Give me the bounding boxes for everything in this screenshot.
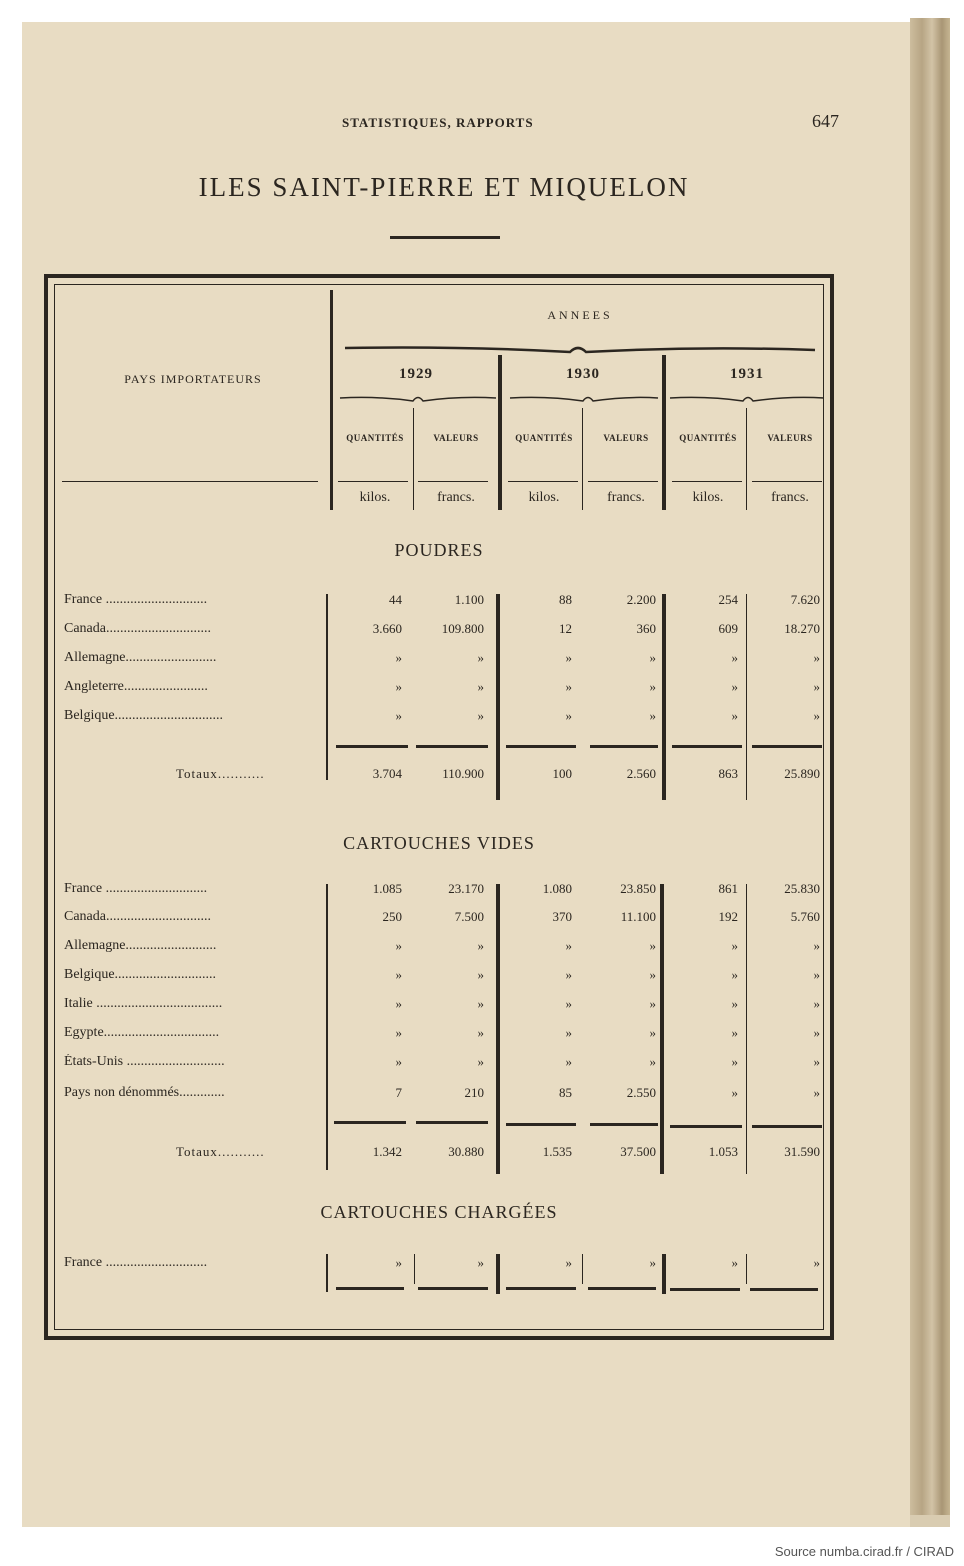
cell-value: » — [477, 679, 484, 694]
quantities-header-1930: QUANTITÉS — [515, 433, 573, 443]
quantities-header-1931: QUANTITÉS — [679, 433, 737, 443]
cell-value: » — [477, 938, 484, 953]
country-name: Allemagne.......................... — [64, 938, 217, 953]
header-divider — [413, 408, 414, 510]
cell-value: 2.200 — [626, 592, 656, 607]
country-name: France ............................. — [64, 592, 208, 607]
cell-value: » — [395, 967, 402, 982]
table-row — [54, 1054, 824, 1078]
total-rule — [590, 1123, 658, 1126]
unit-francs-1931: francs. — [771, 490, 809, 505]
cell-value: » — [649, 679, 656, 694]
cell-value: » — [649, 1255, 656, 1270]
cell-value: » — [731, 967, 738, 982]
total-rule — [672, 745, 742, 748]
header-rule — [752, 481, 822, 482]
total-value: 100 — [552, 766, 572, 781]
totals-label: Totaux........... — [176, 766, 265, 781]
total-value: 37.500 — [620, 1144, 656, 1159]
cell-value: » — [649, 650, 656, 665]
header-divider — [582, 408, 583, 510]
cell-value: 360 — [636, 621, 656, 636]
cell-value: » — [477, 996, 484, 1011]
cell-value: » — [813, 967, 820, 982]
cell-value: » — [477, 1255, 484, 1270]
country-name: Italie .................................... — [64, 996, 223, 1011]
total-rule — [416, 745, 488, 748]
running-title: STATISTIQUES, RAPPORTS — [342, 115, 534, 130]
cell-value: 210 — [464, 1085, 484, 1100]
bottom-rule — [336, 1287, 404, 1290]
cell-value: » — [813, 679, 820, 694]
cell-value: » — [731, 679, 738, 694]
cell-value: 3.660 — [372, 621, 402, 636]
cell-value: » — [731, 650, 738, 665]
cell-value: 88 — [559, 592, 572, 607]
cell-value: 5.760 — [790, 909, 820, 924]
years-brace — [340, 340, 820, 360]
cell-value: » — [731, 938, 738, 953]
cell-value: 85 — [559, 1085, 572, 1100]
source-credit: Source numba.cirad.fr / CIRAD — [774, 1544, 954, 1559]
cell-value: » — [813, 1025, 820, 1040]
values-header-1930: VALEURS — [603, 433, 649, 443]
cell-value: » — [731, 708, 738, 723]
cell-value: » — [565, 938, 572, 953]
table-row — [54, 996, 824, 1020]
country-name: États-Unis ............................ — [64, 1054, 225, 1069]
country-name: Belgique............................... — [64, 708, 224, 723]
cell-value: » — [731, 1054, 738, 1069]
cell-value: » — [477, 650, 484, 665]
total-rule — [752, 1125, 822, 1128]
cell-value: 192 — [718, 909, 738, 924]
bottom-rule — [670, 1288, 740, 1291]
section-title-cartouches-chargees: CARTOUCHES CHARGÉES — [320, 1202, 558, 1222]
total-rule — [334, 1121, 406, 1124]
year-1931: 1931 — [730, 366, 764, 382]
values-header-1931: VALEURS — [767, 433, 813, 443]
header-divider — [746, 408, 747, 510]
cell-value: 1.080 — [542, 881, 572, 896]
cell-value: » — [731, 1025, 738, 1040]
cell-value: 109.800 — [441, 621, 484, 636]
country-name: Egypte................................. — [64, 1025, 220, 1040]
cell-value: » — [477, 708, 484, 723]
cell-value: » — [813, 1255, 820, 1270]
unit-kilos-1930: kilos. — [528, 490, 560, 505]
cell-value: » — [477, 1054, 484, 1069]
cell-value: 1.085 — [372, 881, 402, 896]
section-title-cartouches-vides: CARTOUCHES VIDES — [343, 833, 535, 853]
table-row — [54, 881, 824, 905]
cell-value: » — [649, 967, 656, 982]
cell-value: 609 — [718, 621, 738, 636]
totals-row — [54, 766, 824, 790]
bottom-rule — [506, 1287, 576, 1290]
cell-value: » — [565, 996, 572, 1011]
cell-value: » — [565, 650, 572, 665]
table-row — [54, 621, 824, 645]
country-name: France ............................. — [64, 881, 208, 896]
year-1929: 1929 — [399, 366, 433, 382]
total-value: 2.560 — [626, 766, 656, 781]
cell-value: 254 — [718, 592, 738, 607]
total-value: 25.890 — [784, 766, 820, 781]
total-rule — [506, 1123, 576, 1126]
country-name: Canada.............................. — [64, 909, 211, 924]
cell-value: » — [395, 938, 402, 953]
unit-kilos-1929: kilos. — [359, 490, 391, 505]
cell-value: » — [477, 967, 484, 982]
years-header: ANNEES — [547, 308, 613, 322]
bottom-rule — [750, 1288, 818, 1291]
total-value: 1.053 — [708, 1144, 738, 1159]
cell-value: » — [813, 650, 820, 665]
total-value: 1.342 — [372, 1144, 402, 1159]
cell-value: 25.830 — [784, 881, 820, 896]
table-row — [54, 1085, 824, 1109]
total-rule — [590, 745, 658, 748]
page-edge-bottom — [910, 1515, 950, 1527]
cell-value: » — [565, 1025, 572, 1040]
table-row — [54, 679, 824, 703]
running-head — [0, 111, 964, 135]
cell-value: » — [395, 1054, 402, 1069]
cell-value: » — [565, 1255, 572, 1270]
country-name: Pays non dénommés............. — [64, 1085, 225, 1100]
total-value: 31.590 — [784, 1144, 820, 1159]
page-title: ILES SAINT-PIERRE ET MIQUELON — [198, 172, 690, 202]
cell-value: » — [395, 1025, 402, 1040]
cell-value: » — [649, 1025, 656, 1040]
cell-value: » — [565, 708, 572, 723]
cell-value: » — [731, 1255, 738, 1270]
section-title-poudres: POUDRES — [394, 540, 484, 560]
total-value: 110.900 — [442, 766, 484, 781]
cell-value: 370 — [552, 909, 572, 924]
header-divider — [330, 290, 333, 510]
cell-value: » — [813, 1085, 820, 1100]
cell-value: 7 — [395, 1085, 402, 1100]
cell-value: » — [565, 679, 572, 694]
cell-value: » — [813, 996, 820, 1011]
country-name: Allemagne.......................... — [64, 650, 217, 665]
total-value: 30.880 — [448, 1144, 484, 1159]
header-rule — [672, 481, 742, 482]
cell-value: » — [731, 996, 738, 1011]
country-name: Belgique............................. — [64, 967, 217, 982]
table-row — [54, 592, 824, 616]
cell-value: » — [395, 650, 402, 665]
total-value: 3.704 — [372, 766, 402, 781]
cell-value: » — [649, 708, 656, 723]
cell-value: 1.100 — [454, 592, 484, 607]
sub-braces — [338, 392, 828, 408]
table-row — [54, 650, 824, 674]
cell-value: 12 — [559, 621, 572, 636]
header-rule — [338, 481, 408, 482]
totals-row — [54, 1144, 824, 1168]
header-divider — [662, 355, 666, 510]
countries-header: PAYS IMPORTATEURS — [124, 372, 262, 386]
unit-kilos-1931: kilos. — [692, 490, 724, 505]
page-number: 647 — [812, 111, 839, 131]
total-value: 863 — [718, 766, 738, 781]
header-divider — [498, 355, 502, 510]
cell-value: 250 — [382, 909, 402, 924]
cell-value: » — [395, 708, 402, 723]
total-value: 1.535 — [542, 1144, 572, 1159]
cell-value: » — [395, 996, 402, 1011]
cell-value: » — [395, 1255, 402, 1270]
header-rule — [588, 481, 658, 482]
cell-value: 7.620 — [790, 592, 820, 607]
header-rule — [418, 481, 488, 482]
page-edge — [910, 18, 950, 1518]
cell-value: 11.100 — [620, 909, 656, 924]
cell-value: » — [813, 938, 820, 953]
header-rule — [62, 481, 318, 482]
cell-value: 861 — [718, 881, 738, 896]
total-rule — [506, 745, 576, 748]
cell-value: » — [395, 679, 402, 694]
country-name: France ............................. — [64, 1255, 208, 1270]
unit-francs-1929: francs. — [437, 490, 475, 505]
cell-value: » — [731, 1085, 738, 1100]
cell-value: » — [649, 938, 656, 953]
table-row — [54, 1255, 824, 1279]
country-name: Canada.............................. — [64, 621, 211, 636]
year-1930: 1930 — [566, 366, 600, 382]
table-row — [54, 708, 824, 732]
total-rule — [752, 745, 822, 748]
quantities-header-1929: QUANTITÉS — [346, 433, 404, 443]
totals-label: Totaux........... — [176, 1144, 265, 1159]
cell-value: 44 — [389, 592, 402, 607]
total-rule — [416, 1121, 488, 1124]
header-rule — [508, 481, 578, 482]
cell-value: 23.170 — [448, 881, 484, 896]
cell-value: » — [649, 1054, 656, 1069]
bottom-rule — [588, 1287, 656, 1290]
cell-value: 7.500 — [454, 909, 484, 924]
cell-value: » — [649, 996, 656, 1011]
cell-value: » — [813, 1054, 820, 1069]
total-rule — [336, 745, 408, 748]
cell-value: 2.550 — [626, 1085, 656, 1100]
title-rule — [390, 236, 500, 239]
country-name: Angleterre........................ — [64, 679, 208, 694]
cell-value: » — [565, 967, 572, 982]
cell-value: » — [813, 708, 820, 723]
table-row — [54, 1025, 824, 1049]
cell-value: 18.270 — [784, 621, 820, 636]
table-row — [54, 967, 824, 991]
cell-value: 23.850 — [620, 881, 656, 896]
unit-francs-1930: francs. — [607, 490, 645, 505]
values-header-1929: VALEURS — [433, 433, 479, 443]
table-row — [54, 909, 824, 933]
bottom-rule — [418, 1287, 488, 1290]
table-row — [54, 938, 824, 962]
cell-value: » — [565, 1054, 572, 1069]
total-rule — [670, 1125, 742, 1128]
cell-value: » — [477, 1025, 484, 1040]
